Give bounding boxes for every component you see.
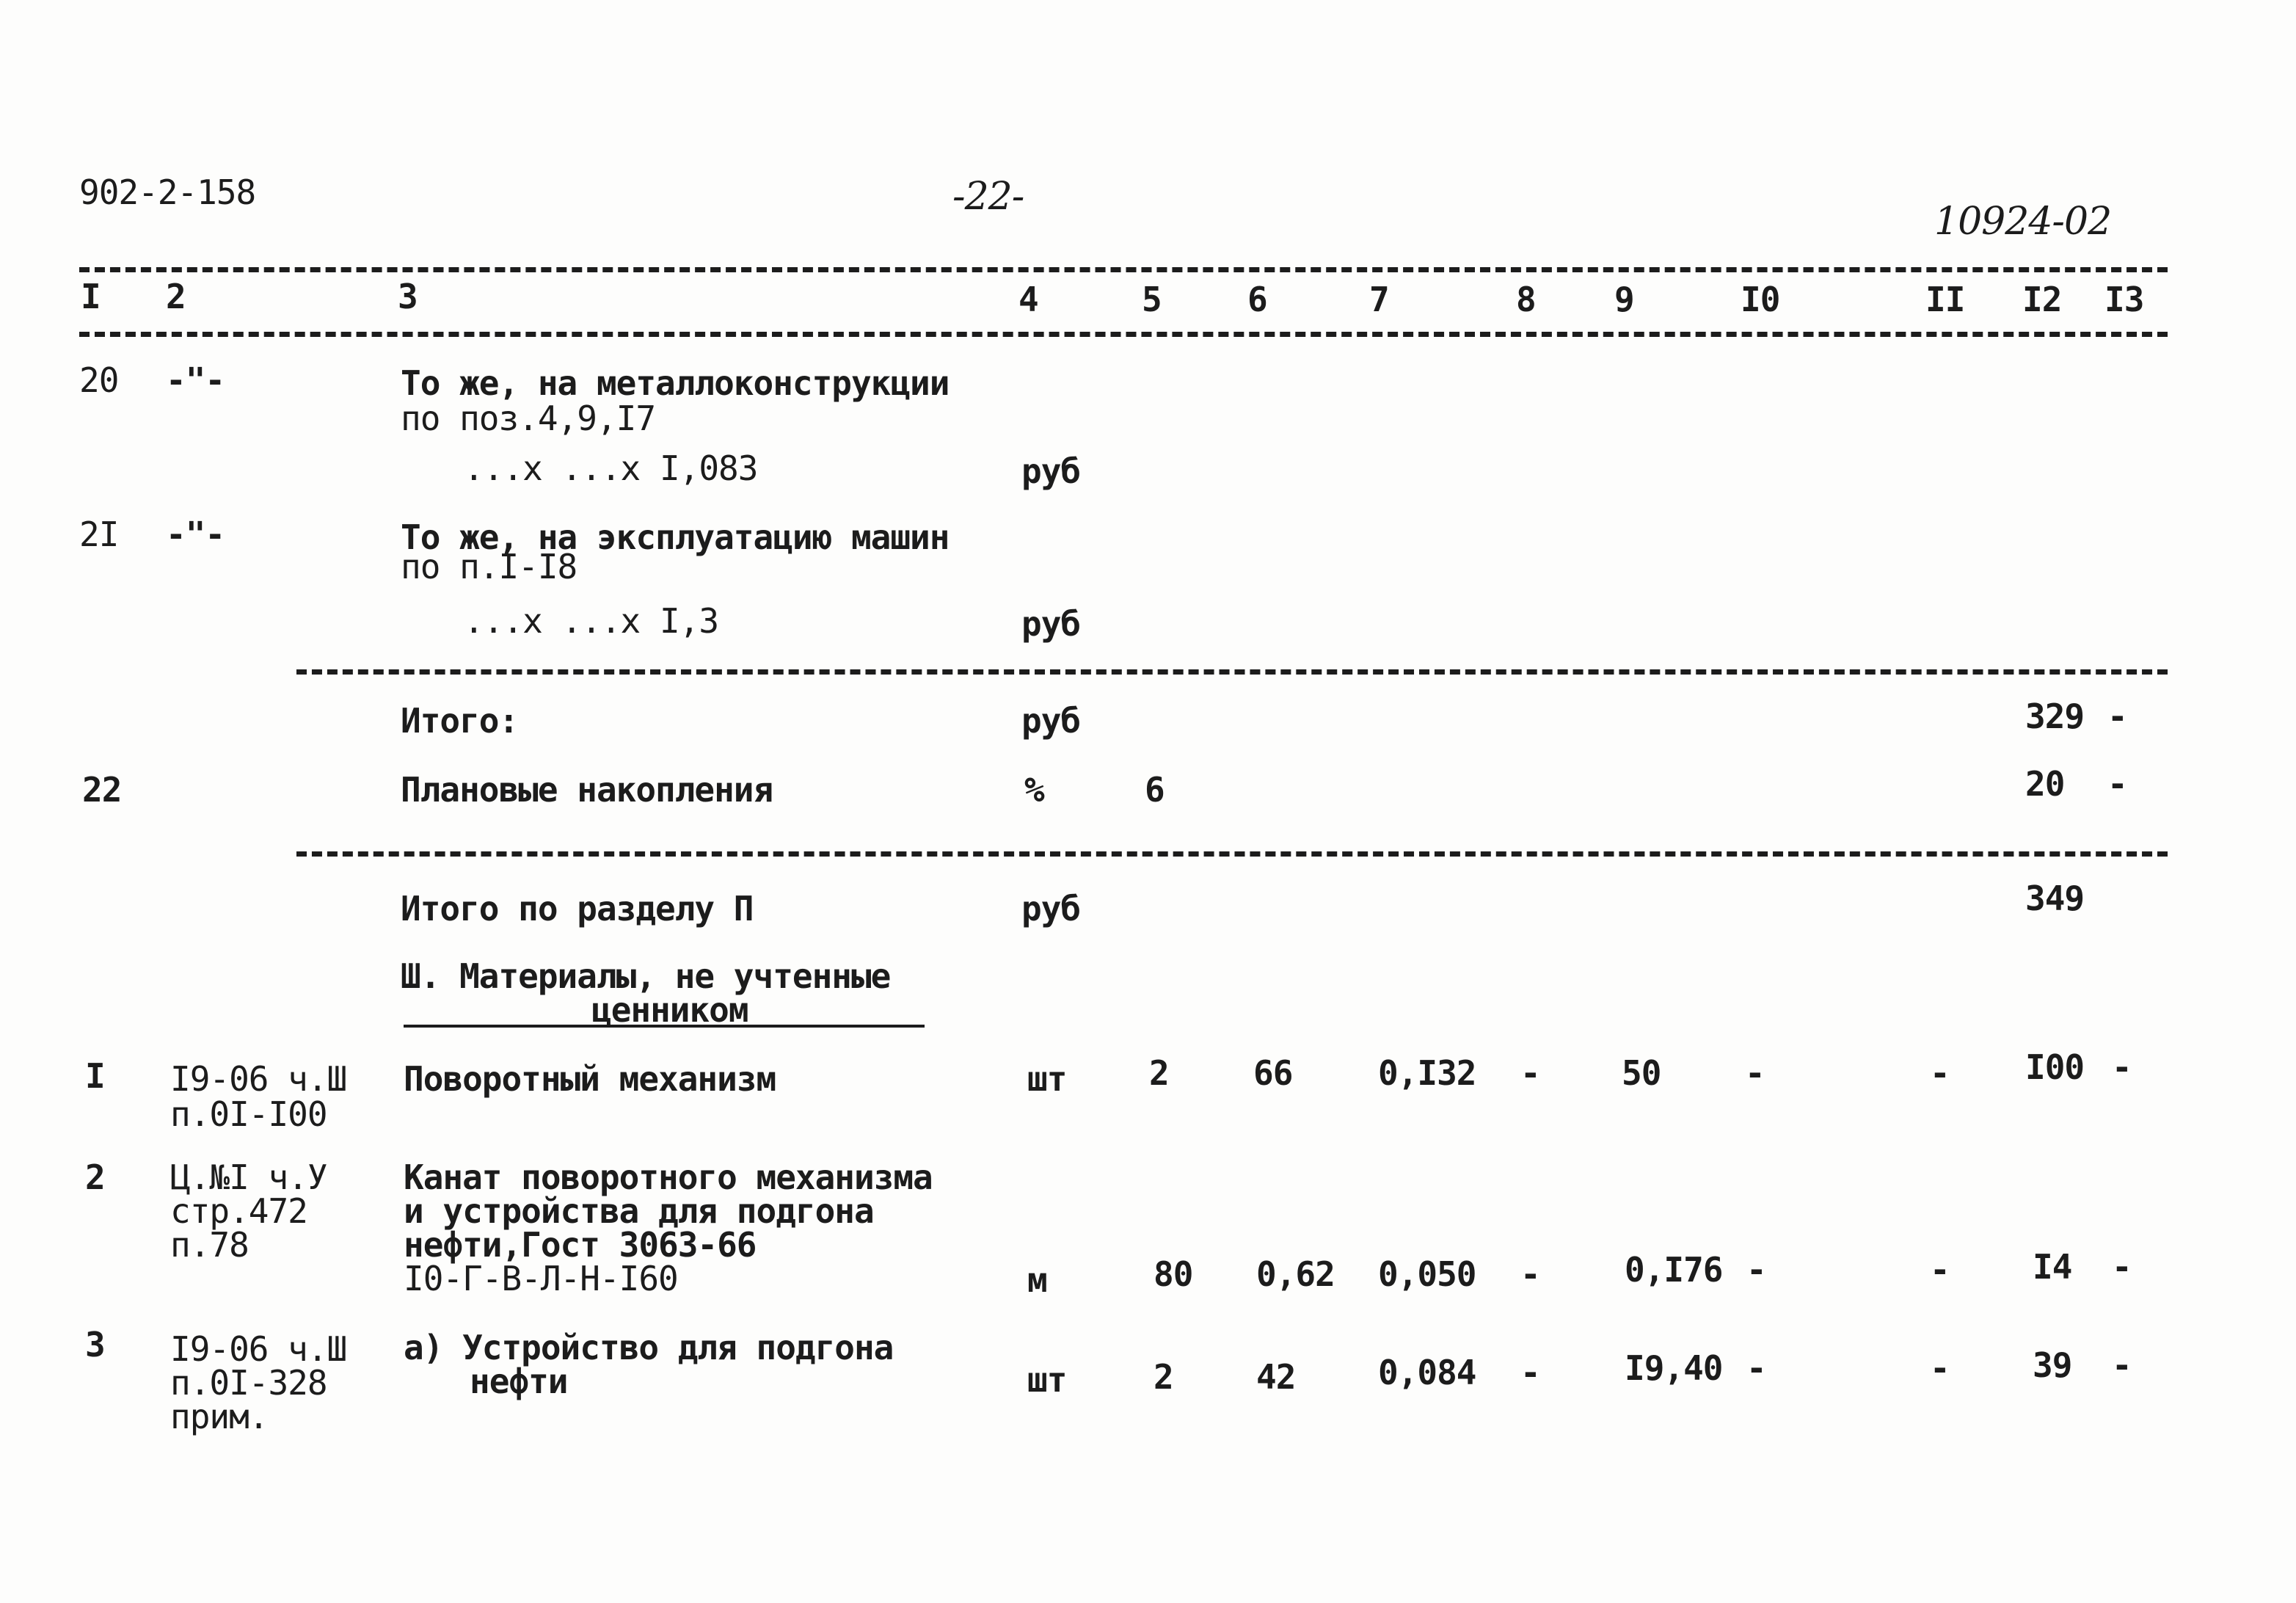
material-description: а) Устройство для подгона bbox=[404, 1328, 894, 1367]
material-reference-cont: прим. bbox=[170, 1397, 269, 1436]
material-description: Канат поворотного механизма bbox=[404, 1157, 933, 1197]
header-top-rule bbox=[79, 267, 2168, 272]
material-col7: 0,050 bbox=[1378, 1254, 1476, 1294]
column-header-8: 8 bbox=[1516, 280, 1536, 319]
row-description: То же, на металлоконструкции bbox=[401, 363, 950, 403]
material-description-cont: нефти bbox=[470, 1362, 568, 1401]
material-col11: - bbox=[1930, 1053, 1950, 1093]
material-col11: - bbox=[1930, 1250, 1950, 1290]
handwritten-registration-code: 10924-02 bbox=[1934, 200, 2112, 244]
material-description-cont: I0-Г-В-Л-Н-I60 bbox=[404, 1259, 678, 1298]
column-header-5: 5 bbox=[1142, 280, 1162, 319]
material-reference-cont: п.78 bbox=[170, 1225, 249, 1265]
section-total-rule bbox=[296, 851, 2168, 857]
row-unit: руб bbox=[1021, 451, 1081, 491]
header-bottom-rule bbox=[79, 332, 2168, 337]
row-number: 2I bbox=[79, 515, 119, 554]
material-col12: 39 bbox=[2033, 1345, 2072, 1385]
section-total-label: Итого по разделу П bbox=[401, 889, 754, 928]
column-header-6: 6 bbox=[1247, 280, 1267, 319]
row-unit: руб bbox=[1021, 604, 1081, 644]
material-col10: - bbox=[1745, 1053, 1765, 1093]
material-reference-cont: п.0I-328 bbox=[170, 1363, 327, 1403]
material-col8: - bbox=[1520, 1353, 1540, 1392]
row-number: 20 bbox=[79, 360, 119, 400]
column-header-4: 4 bbox=[1018, 280, 1038, 319]
material-col7: 0,I32 bbox=[1378, 1053, 1476, 1093]
column-header-7: 7 bbox=[1369, 280, 1389, 319]
material-col12: I4 bbox=[2033, 1247, 2072, 1287]
material-col9: I9,40 bbox=[1625, 1348, 1723, 1388]
material-col7: 0,084 bbox=[1378, 1353, 1476, 1392]
material-col5: 2 bbox=[1154, 1357, 1173, 1397]
material-col9: 50 bbox=[1622, 1053, 1661, 1093]
material-description-cont: и устройства для подгона bbox=[404, 1191, 874, 1231]
material-reference: I9-06 ч.Ш bbox=[170, 1329, 347, 1369]
page-number: -22- bbox=[952, 175, 1024, 219]
material-unit: м bbox=[1027, 1260, 1047, 1300]
material-number: 2 bbox=[85, 1157, 105, 1197]
column-header-1: I bbox=[81, 277, 101, 316]
material-description: Поворотный механизм bbox=[404, 1059, 776, 1099]
section-heading: Ш. Материалы, не учтенные bbox=[401, 956, 891, 996]
row-reference: -"- bbox=[166, 515, 225, 554]
material-col10: - bbox=[1746, 1250, 1766, 1290]
subtotal-rule bbox=[296, 669, 2168, 675]
subtotal-label: Итого: bbox=[401, 701, 519, 741]
column-header-3: 3 bbox=[398, 277, 418, 316]
material-col6: 42 bbox=[1256, 1357, 1296, 1397]
subtotal-value: 329 bbox=[2025, 697, 2085, 736]
section-total-unit: руб bbox=[1021, 889, 1081, 928]
column-header-12: I2 bbox=[2022, 280, 2062, 319]
row-reference: -"- bbox=[166, 360, 225, 400]
material-col5: 80 bbox=[1154, 1254, 1193, 1294]
material-number: 3 bbox=[85, 1325, 105, 1364]
row-description-cont: по п.I-I8 bbox=[401, 547, 577, 586]
material-reference: Ц.№I ч.У bbox=[170, 1157, 327, 1197]
material-col11: - bbox=[1930, 1348, 1950, 1388]
material-reference: I9-06 ч.Ш bbox=[170, 1059, 347, 1099]
material-col5: 2 bbox=[1149, 1053, 1169, 1093]
material-col6: 66 bbox=[1253, 1053, 1293, 1093]
column-header-11: II bbox=[1925, 280, 1965, 319]
material-col13: - bbox=[2112, 1345, 2132, 1385]
row-formula: ...х ...х I,3 bbox=[464, 601, 719, 641]
material-reference-cont: п.0I-I00 bbox=[170, 1094, 327, 1134]
row-description-cont: по поз.4,9,I7 bbox=[401, 399, 656, 438]
row-description: То же, на эксплуатацию машин bbox=[401, 517, 950, 557]
planned-dash: - bbox=[2107, 764, 2127, 804]
material-col12: I00 bbox=[2025, 1047, 2085, 1087]
material-col8: - bbox=[1520, 1254, 1540, 1294]
column-header-2: 2 bbox=[166, 277, 186, 316]
planned-quantity: 6 bbox=[1145, 770, 1165, 810]
subtotal-dash: - bbox=[2107, 697, 2127, 736]
subtotal-unit: руб bbox=[1021, 701, 1081, 741]
column-header-9: 9 bbox=[1614, 280, 1634, 319]
material-col6: 0,62 bbox=[1256, 1254, 1335, 1294]
planned-number: 22 bbox=[82, 770, 122, 810]
material-col8: - bbox=[1520, 1053, 1540, 1093]
material-col9: 0,I76 bbox=[1625, 1250, 1723, 1290]
material-description-cont: нефти,Гост 3063-66 bbox=[404, 1225, 757, 1265]
material-reference-cont: стр.472 bbox=[170, 1191, 307, 1231]
section-total-value: 349 bbox=[2025, 879, 2085, 918]
planned-label: Плановые накопления bbox=[401, 770, 773, 810]
column-header-10: I0 bbox=[1741, 280, 1780, 319]
material-unit: шт bbox=[1027, 1059, 1067, 1099]
column-header-13: I3 bbox=[2104, 280, 2144, 319]
planned-total: 20 bbox=[2025, 764, 2065, 804]
material-col13: - bbox=[2112, 1047, 2132, 1087]
planned-unit: % bbox=[1024, 770, 1044, 810]
section-heading-cont: ценником bbox=[591, 990, 748, 1030]
material-number: I bbox=[85, 1056, 105, 1096]
row-formula: ...х ...х I,083 bbox=[464, 448, 758, 488]
material-col13: - bbox=[2112, 1247, 2132, 1287]
document-code: 902-2-158 bbox=[79, 172, 256, 212]
material-col10: - bbox=[1746, 1348, 1766, 1388]
material-unit: шт bbox=[1027, 1360, 1067, 1400]
section-heading-underline bbox=[404, 1025, 925, 1028]
